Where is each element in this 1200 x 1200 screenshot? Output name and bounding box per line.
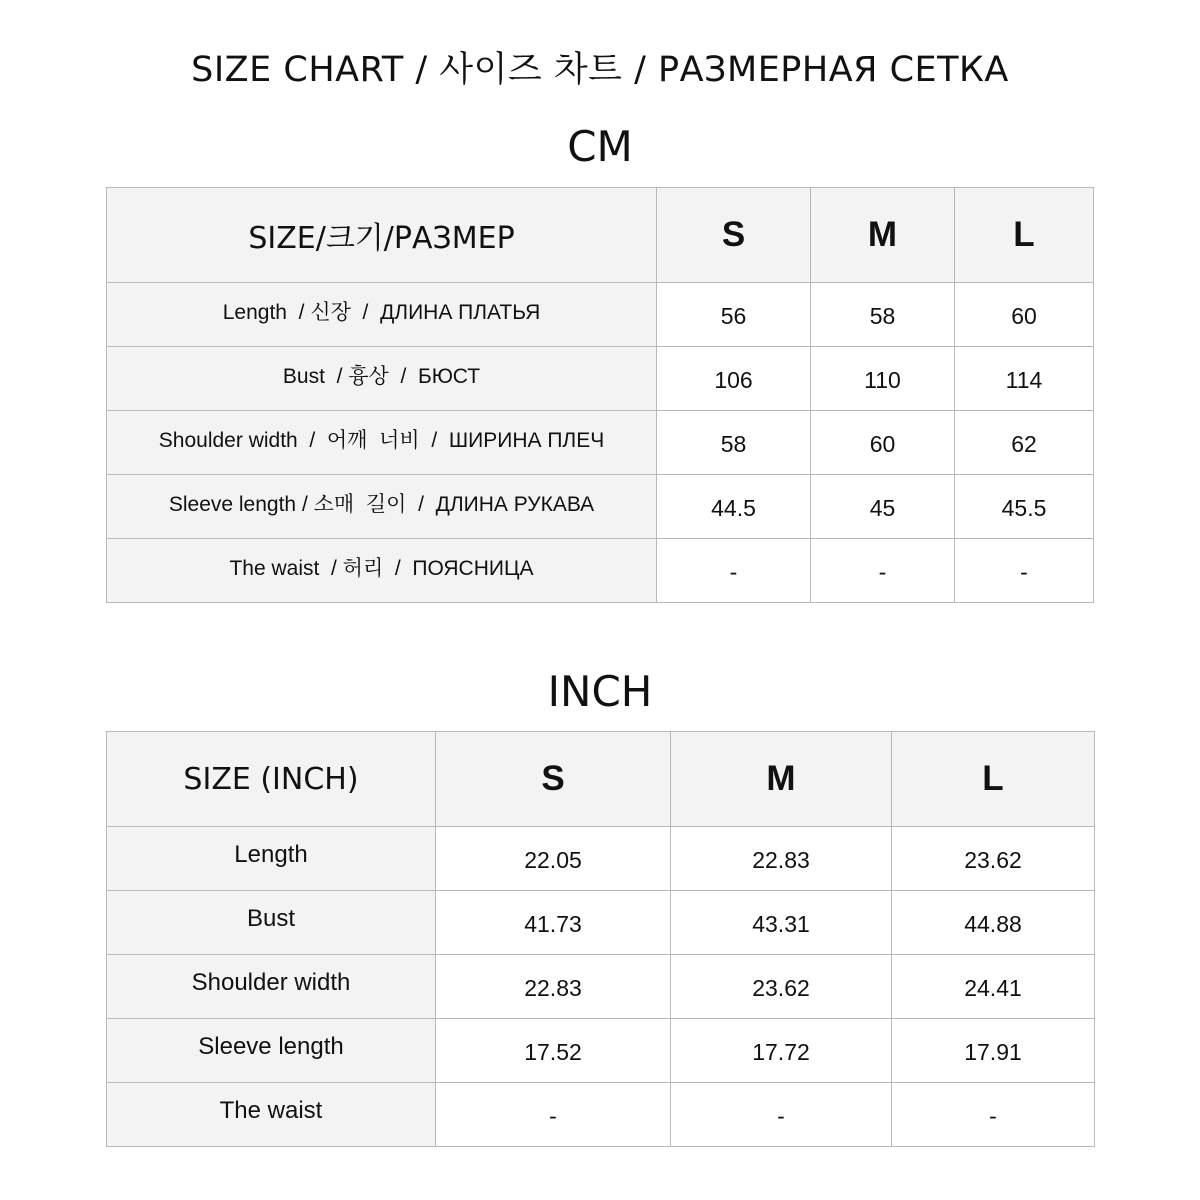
row-label-bust: Bust xyxy=(107,891,436,955)
row-label-waist: The waist xyxy=(107,1083,436,1147)
value-cell: 44.88 xyxy=(892,891,1095,955)
row-label-waist: The waist / 허리 / ПОЯСНИЦА xyxy=(107,539,657,603)
size-header-l: L xyxy=(892,732,1095,827)
value-cell: 60 xyxy=(955,283,1094,347)
table-row xyxy=(107,347,1094,411)
value-cell: 60 xyxy=(811,411,955,475)
table-row xyxy=(107,1019,1095,1083)
value-cell: - xyxy=(671,1083,892,1147)
value-cell: 45.5 xyxy=(955,475,1094,539)
row-label-shoulder-width: Shoulder width / 어깨 너비 / ШИРИНА ПЛЕЧ xyxy=(107,411,657,475)
value-cell: 22.83 xyxy=(436,955,671,1019)
page-title: SIZE CHART / 사이즈 차트 / РАЗМЕРНАЯ СЕТКА xyxy=(191,50,1009,90)
row-label-length: Length / 신장 / ДЛИНА ПЛАТЬЯ xyxy=(107,283,657,347)
size-header-s: S xyxy=(657,188,811,283)
value-cell: 106 xyxy=(657,347,811,411)
size-header-m: M xyxy=(811,188,955,283)
size-header-label: SIZE/크기/РАЗМЕР xyxy=(107,188,657,283)
row-label-sleeve-length: Sleeve length / 소매 길이 / ДЛИНА РУКАВА xyxy=(107,475,657,539)
value-cell: 58 xyxy=(811,283,955,347)
row-label-bust: Bust / 흉상 / БЮСТ xyxy=(107,347,657,411)
row-label-shoulder-width: Shoulder width xyxy=(107,955,436,1019)
inch-section-title: INCH xyxy=(547,667,653,716)
table-header-row xyxy=(107,732,1095,827)
value-cell: 114 xyxy=(955,347,1094,411)
table-row xyxy=(107,283,1094,347)
value-cell: - xyxy=(657,539,811,603)
value-cell: 56 xyxy=(657,283,811,347)
table-row xyxy=(107,411,1094,475)
value-cell: - xyxy=(436,1083,671,1147)
value-cell: 58 xyxy=(657,411,811,475)
value-cell: - xyxy=(955,539,1094,603)
value-cell: - xyxy=(811,539,955,603)
value-cell: 24.41 xyxy=(892,955,1095,1019)
value-cell: 23.62 xyxy=(671,955,892,1019)
table-header-row xyxy=(107,188,1094,283)
cm-size-table xyxy=(106,187,1094,603)
table-row xyxy=(107,827,1095,891)
size-header-l: L xyxy=(955,188,1094,283)
value-cell: 22.05 xyxy=(436,827,671,891)
cm-section-title: CM xyxy=(567,122,633,171)
size-header-s: S xyxy=(436,732,671,827)
value-cell: 22.83 xyxy=(671,827,892,891)
value-cell: 17.72 xyxy=(671,1019,892,1083)
value-cell: - xyxy=(892,1083,1095,1147)
value-cell: 43.31 xyxy=(671,891,892,955)
table-row xyxy=(107,1083,1095,1147)
size-header-label: SIZE (INCH) xyxy=(107,732,436,827)
row-label-length: Length xyxy=(107,827,436,891)
size-header-m: M xyxy=(671,732,892,827)
value-cell: 45 xyxy=(811,475,955,539)
inch-size-table xyxy=(106,731,1095,1147)
value-cell: 17.52 xyxy=(436,1019,671,1083)
value-cell: 62 xyxy=(955,411,1094,475)
table-row xyxy=(107,475,1094,539)
value-cell: 44.5 xyxy=(657,475,811,539)
value-cell: 110 xyxy=(811,347,955,411)
table-row xyxy=(107,539,1094,603)
row-label-sleeve-length: Sleeve length xyxy=(107,1019,436,1083)
value-cell: 17.91 xyxy=(892,1019,1095,1083)
value-cell: 41.73 xyxy=(436,891,671,955)
value-cell: 23.62 xyxy=(892,827,1095,891)
table-row xyxy=(107,891,1095,955)
table-row xyxy=(107,955,1095,1019)
